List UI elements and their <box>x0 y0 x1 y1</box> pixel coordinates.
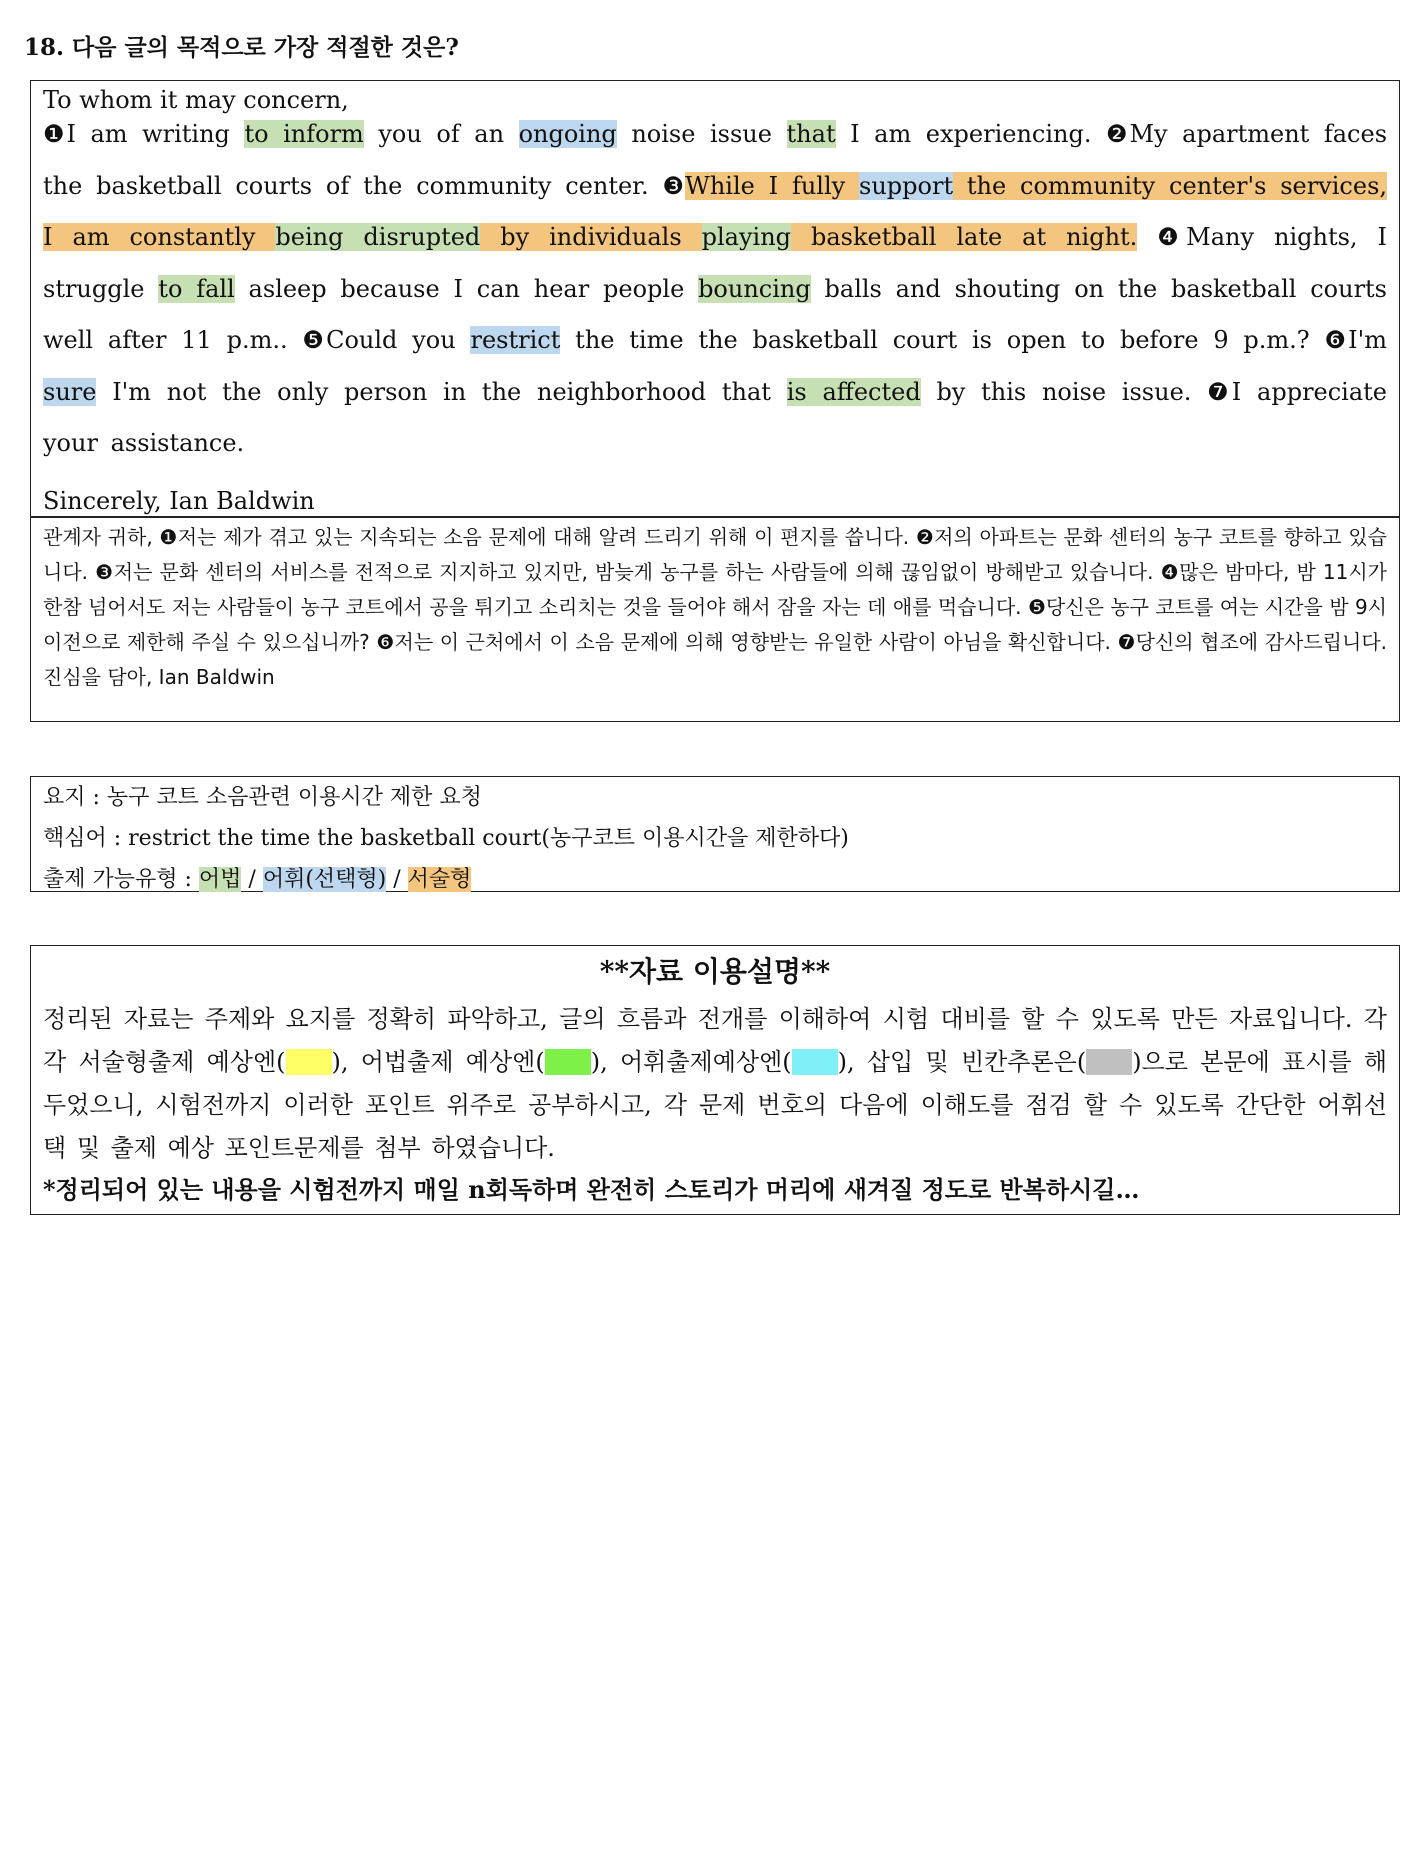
guide-title: **자료 이용설명** <box>599 955 831 988</box>
sentence-number: ❹ <box>1157 223 1187 251</box>
summary-keyword: 핵심어 : restrict the time the basketball court(농구코트 이용시간을 제한하다) <box>43 826 849 851</box>
guide-body: 정리된 자료는 주제와 요지를 정확히 파악하고, 글의 흐름과 전개를 이해하여 시험 대비를 할 수 있도록 만든 자료입니다. 각각 서술형출제 예상엔( ), 어법출제 예상엔( ), 어휘출제예상엔( ), 삽입 및 빈칸추론은( )으로 본문에 표시를 해두었으니, 시험전까지 이러한 포인트 위주로 공부하시고, 각 문제 번호의 다음에 이해도를 점검 할 수 있도록 간단한 어휘선택 및 출제 예상 포인트문제를 첨부 하였습니다. <box>43 1005 1388 1162</box>
type-vocab: 어휘(선택형) <box>262 867 387 892</box>
type-writing: 서술형 <box>407 867 472 892</box>
highlight-grammar: to fall <box>158 274 235 303</box>
highlight-vocab: support <box>859 171 954 200</box>
sentence-7: ❼I appreciate your assistance. <box>43 377 1388 457</box>
swatch-gray <box>1086 1049 1132 1075</box>
highlight-vocab: sure <box>43 377 97 406</box>
highlight-writing: While I fully support the community center's services, I am constantly being disrupted by individuals playing basketball late at night. <box>43 171 1388 251</box>
translation-text: 관계자 귀하, ❶저는 제가 겪고 있는 지속되는 소음 문제에 대해 알려 드리기 위해 이 편지를 씁니다. ❷저의 아파트는 문화 센터의 농구 코트를 향하고 있습니다. ❸저는 문화 센터의 서비스를 전적으로 지지하고 있지만, 밤늦게 농구를 하는 사람들에 의해 끊임없이 방해받고 있습니다. ❹많은 밤마다, 밤 11시가 한참 넘어서도 저는 사람들이 농구 코트에서 공을 튀기고 소리치는 것을 들어야 해서 잠을 자는 데 애를 먹습니다. ❺당신은 농구 코트를 여는 시간을 밤 9시 이전으로 제한해 주실 수 있으십니까? ❻저는 이 근처에서 이 소음 문제에 의해 영향받는 유일한 사람이 아님을 확신합니다. ❼당신의 협조에 감사드립니다. 진심을 담아, Ian Baldwin <box>43 525 1387 689</box>
sentence-5: ❺Could you restrict the time the basketball court is open to before 9 p.m.? <box>302 326 1325 354</box>
passage-body <box>43 109 1387 470</box>
sentence-number: ❷ <box>1106 120 1130 148</box>
highlight-grammar: bouncing <box>698 274 811 303</box>
sentence-6: ❻I'm sure I'm not the only person in the neighborhood that is affected by this noise issue. <box>43 326 1388 406</box>
sentence-1: ❶I am writing to inform you of an ongoing noise issue that I am experiencing. <box>43 120 1107 148</box>
usage-guide-box <box>30 945 1400 1215</box>
question-title: 18. 다음 글의 목적으로 가장 적절한 것은? <box>24 34 459 61</box>
sentence-number: ❸ <box>662 171 686 200</box>
swatch-cyan <box>792 1049 838 1075</box>
sentence-number: ❺ <box>302 326 327 354</box>
swatch-yellow <box>286 1049 332 1075</box>
translation-box <box>30 517 1400 722</box>
sentence-number: ❻ <box>1324 326 1349 354</box>
summary-types: 출제 가능유형 : 어법 / 어휘(선택형) / 서술형 <box>43 867 472 892</box>
highlight-grammar: that <box>786 120 836 148</box>
summary-gist: 요지 : 농구 코트 소음관련 이용시간 제한 요청 <box>43 785 482 810</box>
sentence-number: ❼ <box>1207 377 1232 406</box>
summary-body <box>43 777 1387 900</box>
sentence-2: ❷My apartment faces the basketball courts of the community center. <box>43 120 1388 200</box>
passage-closing: Sincerely, Ian Baldwin <box>43 487 315 515</box>
sentence-number: ❶ <box>43 120 67 148</box>
swatch-green <box>545 1049 591 1075</box>
summary-box <box>30 776 1400 892</box>
highlight-grammar: is affected <box>786 377 921 406</box>
sentence-4: ❹Many nights, I struggle to fall asleep because I can hear people bouncing balls and shouting on the basketball courts well after 11 p.m.. <box>43 223 1387 354</box>
highlight-grammar: playing <box>701 223 792 251</box>
passage-box <box>30 80 1400 517</box>
highlight-vocab: restrict <box>470 326 561 354</box>
highlight-grammar: being disrupted <box>275 223 481 251</box>
type-grammar: 어법 <box>198 867 242 892</box>
highlight-vocab: ongoing <box>518 120 617 148</box>
guide-note: *정리되어 있는 내용을 시험전까지 매일 n회독하며 완전히 스토리가 머리에 새겨질 정도로 반복하시길… <box>43 1175 1140 1204</box>
passage-salutation: To whom it may concern, <box>43 86 349 114</box>
highlight-grammar: to inform <box>244 120 364 148</box>
